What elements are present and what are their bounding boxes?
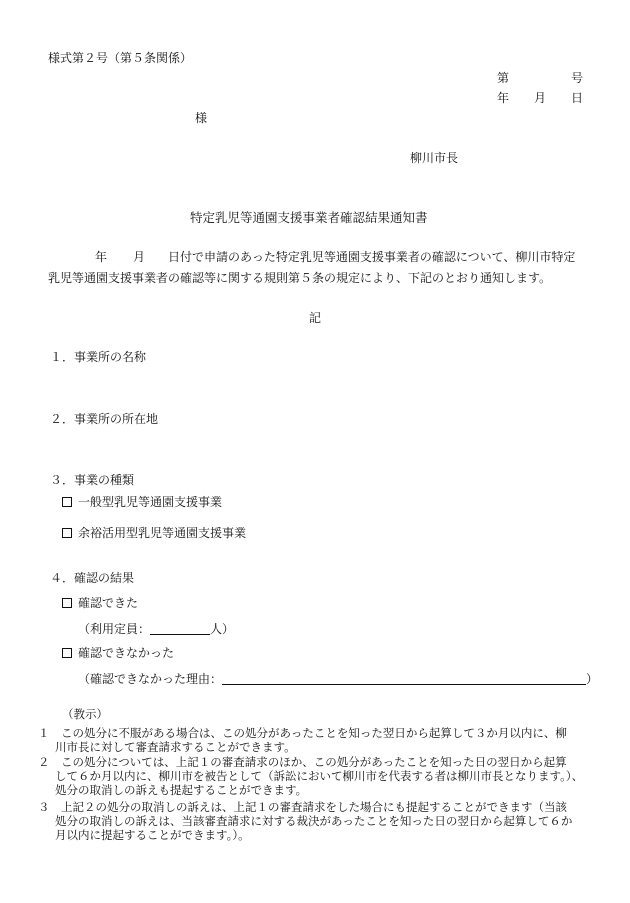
body-line1: 日付で申請のあった特定乳児等通園支援事業者の確認について、柳川市特定 — [168, 250, 576, 264]
type-option-surplus[interactable] — [62, 527, 246, 539]
doc-number-suffix: 号 — [571, 71, 584, 85]
checkbox-icon[interactable] — [62, 598, 72, 608]
body-date-year: 年 — [95, 250, 108, 264]
capacity-blank[interactable] — [150, 622, 210, 635]
notice-item-2 — [38, 755, 583, 797]
ki-label: 記 — [309, 311, 322, 325]
addressee-suffix: 様 — [195, 111, 208, 125]
reason-blank[interactable] — [222, 672, 586, 685]
date-year: 年 — [497, 91, 510, 105]
notice-item-1 — [38, 726, 567, 754]
notice-num: ３ — [38, 800, 50, 814]
result-ng-label: 確認できなかった — [78, 646, 175, 660]
notice-line: 処分の取消しの訴えも提起することができます。 — [55, 783, 308, 797]
item-name-label: １．事業所の名称 — [50, 350, 147, 364]
doc-number-prefix: 第 — [497, 71, 510, 85]
notice-num: １ — [38, 726, 50, 740]
reason-close: ） — [586, 672, 599, 686]
notice-heading: （教示） — [62, 707, 108, 721]
reason-row — [78, 672, 598, 685]
notice-item-3 — [38, 800, 572, 842]
notice-line: この処分については、上記１の審査請求のほか、この処分があったことを知った日の翌日から起算 — [61, 755, 567, 769]
notice-line: 月以内に提起することができます。）。 — [55, 828, 250, 842]
reason-open: （確認できなかった理由： — [78, 672, 223, 686]
notice-line: 上記２の処分の取消しの訴えは、上記１の審査請求をした場合にも提起することができます（当該 — [61, 800, 567, 814]
type-option-label: 余裕活用型乳児等通園支援事業 — [78, 526, 247, 540]
item-type-label: ３．事業の種類 — [50, 473, 135, 487]
checkbox-icon[interactable] — [62, 497, 72, 507]
type-option-general[interactable] — [62, 496, 222, 508]
document-title: 特定乳児等通園支援事業者確認結果通知書 — [190, 210, 428, 225]
capacity-row — [78, 622, 234, 635]
result-ok-label: 確認できた — [78, 596, 139, 610]
capacity-open: （利用定員： — [78, 622, 151, 636]
date-month: 月 — [534, 91, 547, 105]
notice-num: ２ — [38, 755, 50, 769]
item-result-label: ４．確認の結果 — [50, 571, 135, 585]
result-ng[interactable] — [62, 647, 174, 659]
body-line2: 乳児等通園支援事業者の確認等に関する規則第５条の規定により、下記のとおり通知します。 — [48, 271, 552, 285]
type-option-label: 一般型乳児等通園支援事業 — [78, 495, 223, 509]
item-location-label: ２．事業所の所在地 — [50, 412, 159, 426]
body-date-month: 月 — [133, 250, 146, 264]
notice-line: 川市長に対して審査請求することができます。 — [55, 740, 296, 754]
checkbox-icon[interactable] — [62, 528, 72, 538]
notice-line: この処分に不服がある場合は、この処分があったことを知った翌日から起算して３か月以内に、柳 — [61, 726, 567, 740]
notice-line: して６か月以内に、柳川市を被告として（訴訟において柳川市を代表する者は柳川市長となります。）、 — [55, 769, 584, 783]
date-day: 日 — [571, 91, 584, 105]
checkbox-icon[interactable] — [62, 648, 72, 658]
sender: 柳川市長 — [410, 151, 459, 165]
capacity-unit: 人） — [210, 622, 235, 636]
form-label: 様式第２号（第５条関係） — [48, 51, 193, 65]
notice-line: 処分の取消しの訴えは、当該審査請求に対する裁決があったことを知った日の翌日から起算して６か — [55, 814, 573, 828]
result-ok[interactable] — [62, 597, 138, 609]
